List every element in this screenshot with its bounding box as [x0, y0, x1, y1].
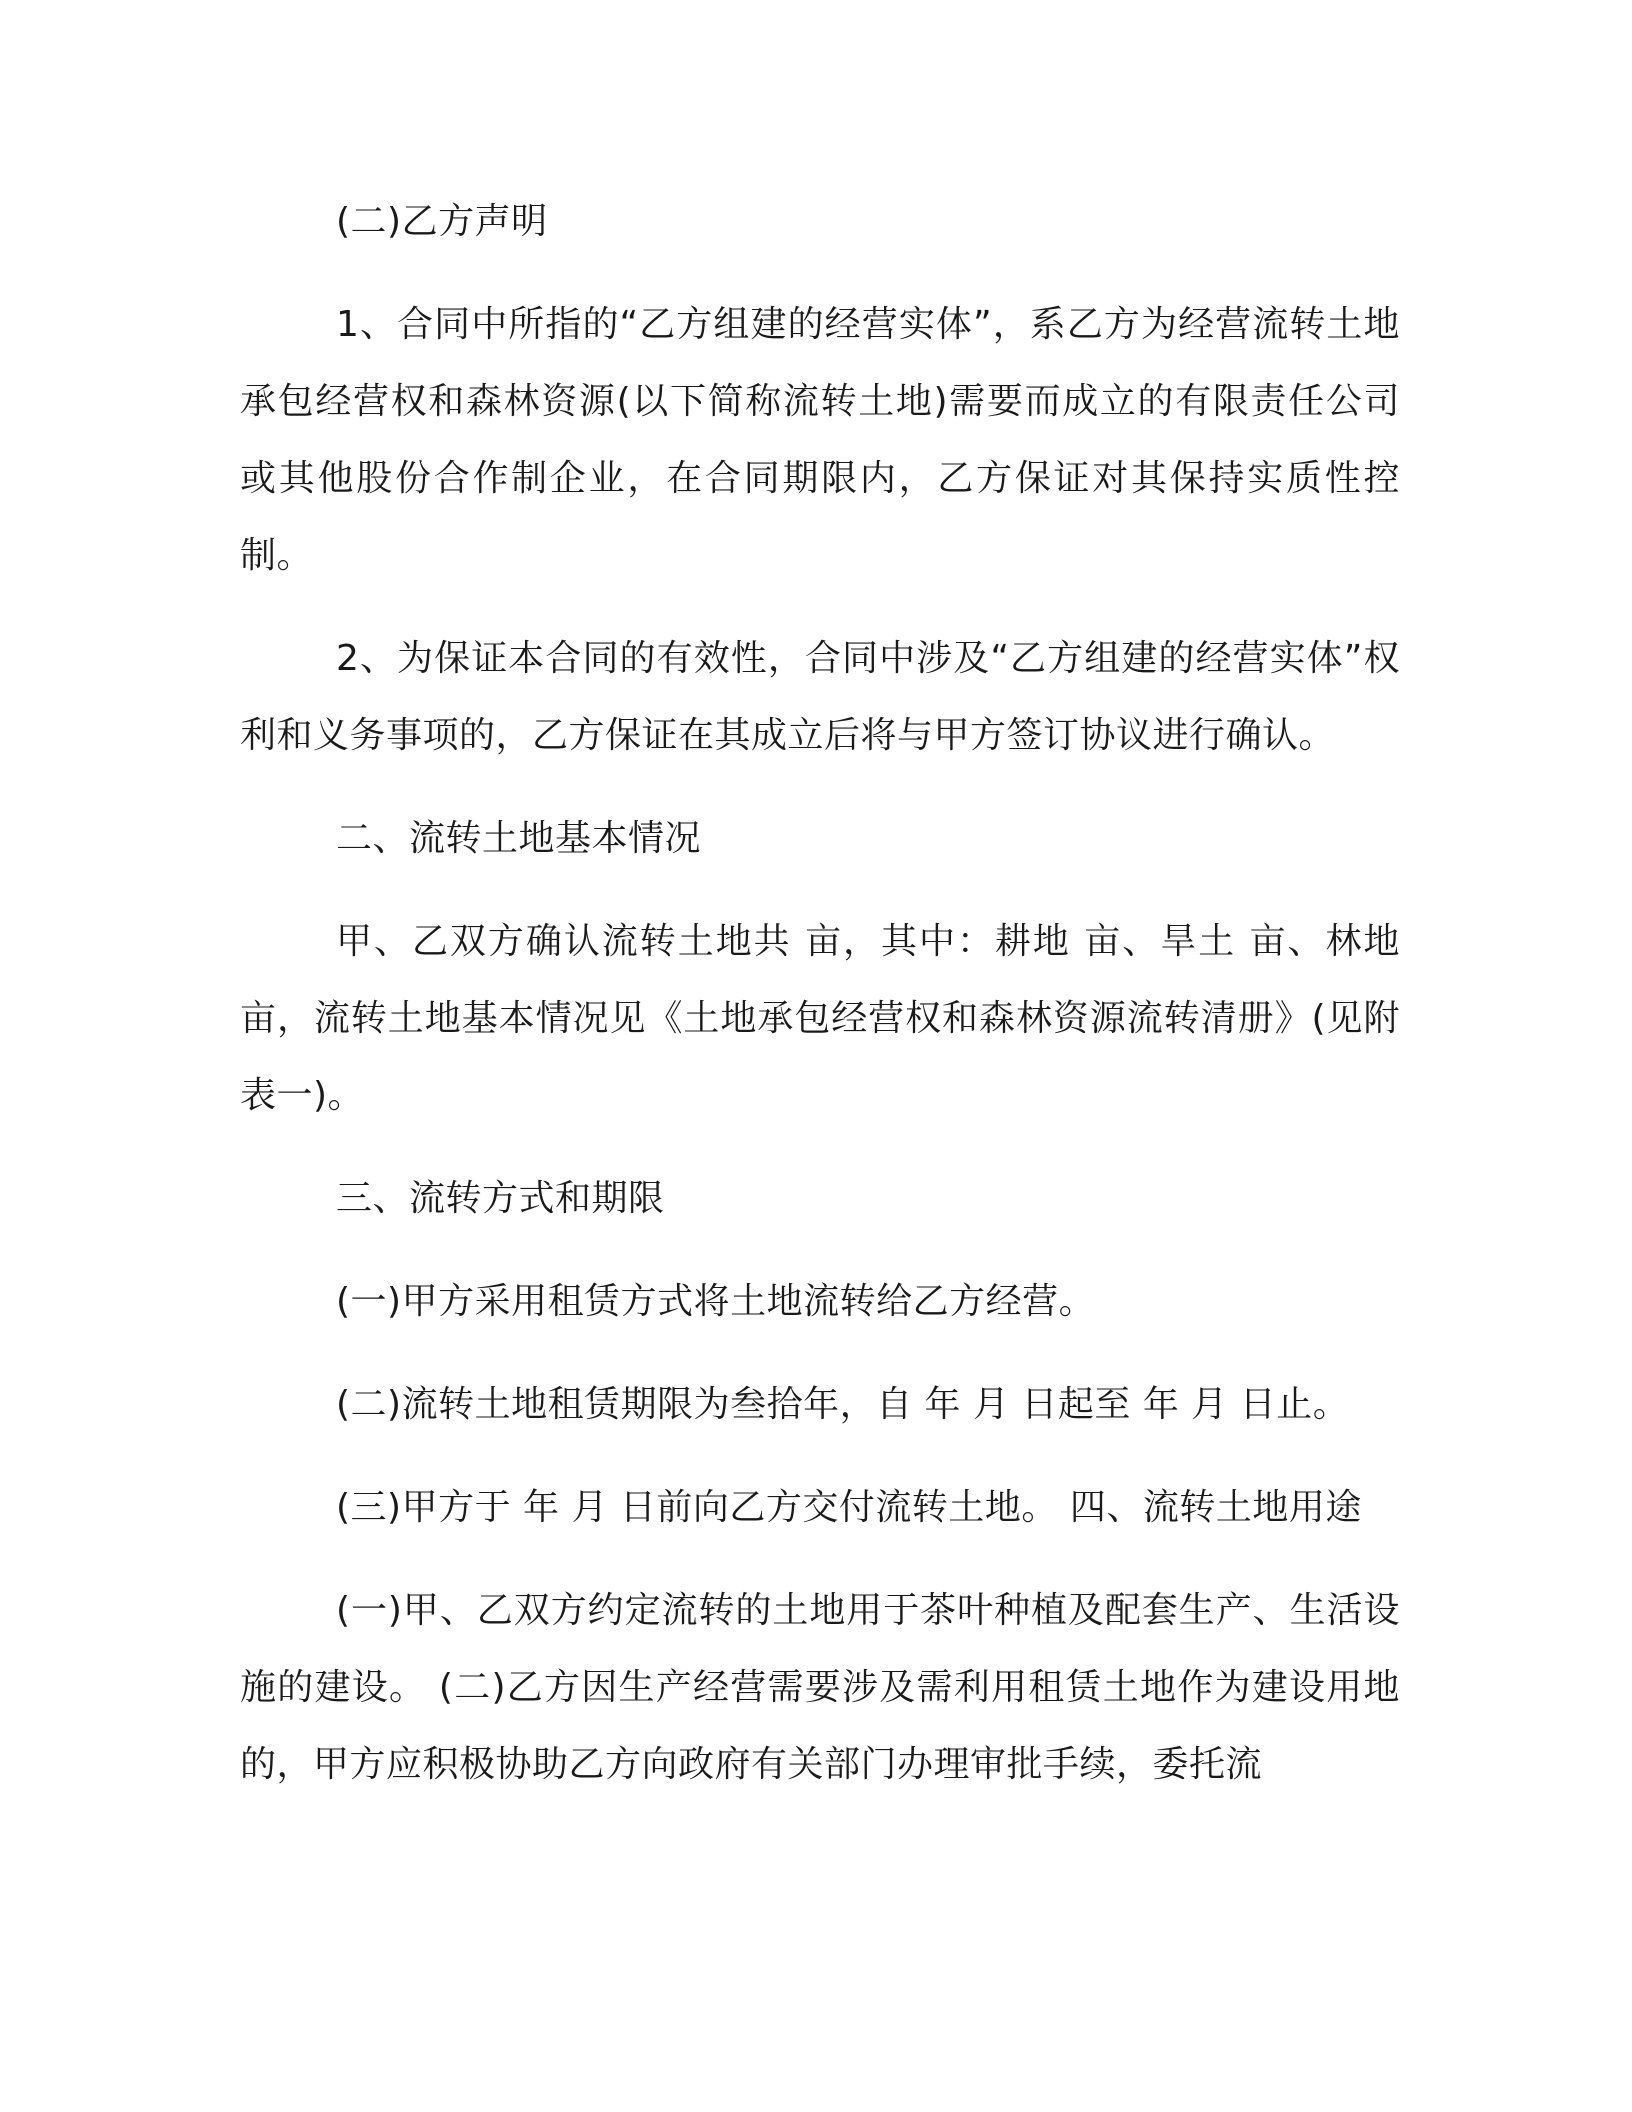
paragraph-lease-term: (二)流转土地租赁期限为叁拾年，自 年 月 日起至 年 月 日止。: [336, 1384, 1350, 1425]
paragraph-lease-method: (一)甲方采用租赁方式将土地流转给乙方经营。: [336, 1281, 1096, 1322]
paragraph-clause-1: 1、合同中所指的“乙方组建的经营实体”，系乙方为经营流转土地承包经营权和森林资源(以下简称流转土地)需要而成立的有限责任公司或其他股份合作制企业，在合同期限内，乙方保证对其保持实质性控制。: [240, 304, 1400, 576]
paragraph-land-use: (一)甲、乙双方约定流转的土地用于茶叶种植及配套生产、生活设施的建设。 (二)乙方因生产经营需要涉及需利用租赁土地作为建设用地的，甲方应积极协助乙方向政府有关部门办理审批手续，委托流: [240, 1590, 1400, 1785]
paragraph-delivery-date: (三)甲方于 年 月 日前向乙方交付流转土地。 四、流转土地用途: [336, 1487, 1362, 1528]
section-heading-party-b-declaration: (二)乙方声明: [336, 201, 548, 242]
section-heading-land-basics: 二、流转土地基本情况: [336, 818, 702, 859]
document-body: [240, 183, 1400, 1829]
paragraph-clause-2: 2、为保证本合同的有效性，合同中涉及“乙方组建的经营实体”权利和义务事项的，乙方保证在其成立后将与甲方签订协议进行确认。: [240, 638, 1400, 756]
section-heading-transfer-method: 三、流转方式和期限: [336, 1178, 665, 1219]
paragraph-land-area: 甲、乙双方确认流转土地共 亩，其中：耕地 亩、旱土 亩、林地 亩，流转土地基本情况见《土地承包经营权和森林资源流转清册》(见附表一)。: [240, 921, 1400, 1116]
